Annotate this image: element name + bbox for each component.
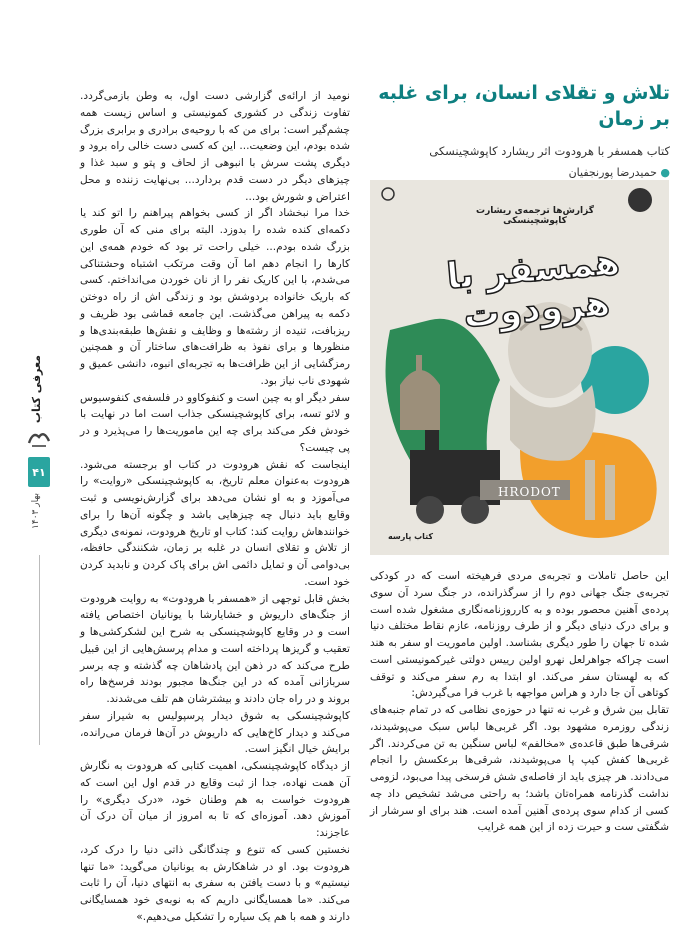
book-cover-image <box>370 180 669 555</box>
body-column-right <box>370 568 669 836</box>
cover-publisher: کتاب پارسه <box>388 532 434 541</box>
paragraph: نخستین کسی که تنوع و چندگانگی ذاتی دنیا را درک کرد، هرودوت بود. او در شاهکارش به یونانیان می‌گوید: «ما تنها نیستیم» و با دست یافتن به سفری به انتهای دنیا، آن را ثابت می‌کند. «ما همسایگانی داریم که به نوبه‌ی خود همسایگانی دارند و همه با هم یک سیاره را تشکیل می‌دهیم.» <box>80 843 350 923</box>
paragraph: کاپوشچینسکی به شوق دیدار پرسپولیس به شیراز سفر می‌کند و دیدار کاخ‌هایی که داریوش در آن‌ها فرمان می‌رانده، برایش خیال انگیز است. <box>80 709 350 756</box>
margin-divider <box>39 555 40 745</box>
paragraph: این حاصل تاملات و تجربه‌ی مردی فرهیخته است که در کودکی تجربه‌ی جنگ جهانی دوم را از سرگذرانده، در جنگ سرد آن سوی پرده‌ی آهنین محصور بوده و به کارروزنامه‌نگاری مشغول شده است و برای درک دنیای دیگر و از طرف روزنامه، عازم نقاط مختلف دنیا شده تا جهان را طور دیگری بشناسد. اولین ماموریت او سفر به هند است چراکه جواهرلعل نهرو اولین رییس دولتی غیرکمونیستی است که به لهستان سفر می‌کند. او ابتدا به رم سفر می‌کند و توقف کوتاهی آن جا دارد و هراس مواجهه با غرب فرا می‌گیردش: <box>370 570 669 700</box>
paragraph: تقابل بین شرق و غرب نه تنها در حوزه‌ی نظامی که در تمام جنبه‌های زندگی روزمره مشهود بود. اگر غربی‌ها لباس سبک می‌پوشیدند، شرقی‌ها طبق قاعده‌ی «مخالفم» لباس سنگین به تن می‌کردند. اگر غربی‌ها کفش کیپ پا می‌پوشیدند، شرقی‌ها برعکسش را انجام می‌دادند. هر چیزی باید از فاصله‌ی شش فرسخی پیدا می‌بود، لزومی نداشت گذرنامه همراه‌تان باشد؛ به راحتی می‌شد تشخیص داد چه کسی از کدام سوی پرده‌ی آهنین آمده است. هند برای او سرشار از شگفتی ست و حیرت زده از این همه غرایب <box>370 704 669 834</box>
cover-title: همسفر با هرودوت <box>444 241 622 337</box>
paragraph: سفر دیگر او به چین است و کنفوکاوو در فلسفه‌ی کنفوسیوس و لائو تسه، برای کاپوشچینسکی جذاب است اما در نهایت با خودش فکر می‌کند برای چه این ماموریت‌ها را می‌پذیرد و در پی چیست؟ <box>80 391 350 454</box>
paragraph: بخش قابل توجهی از «همسفر با هرودوت» به روایت هرودوت از جنگ‌های داریوش و خشایارشا با یونانیان اختصاص یافته است و در وقایع کاپوشچینسکی به شرح این لشکرکشی‌ها و تعقیب و گریزها پرداخته است و مدام پرسش‌هایی از این قبیل طرح می‌کند که در ذهن این پادشاهان چه گذشته و چه برسر سربازانی آمده که در این جنگ‌ها مجبور بودند فرسخ‌ها راه بروند و در راه جان دادند و بیشترشان هم تلف می‌شدند. <box>80 592 350 705</box>
magazine-logo <box>26 427 52 449</box>
article-author <box>365 166 670 179</box>
bullet-icon: ● <box>660 166 670 179</box>
article-subtitle: کتاب همسفر با هرودوت اثر ریشارد کاپوشچینسکی <box>429 144 670 158</box>
issue-date: بهار ۱۴۰۳ <box>31 493 41 529</box>
body-column-left <box>80 88 350 926</box>
article-header <box>365 80 670 179</box>
author-name: حمیدرضا پورنجفیان <box>568 166 657 179</box>
page-number: ۴۱ <box>28 457 50 487</box>
section-label: معرفی کتاب <box>30 355 43 424</box>
article-title: تلاش و تقلای انسان، برای غلبه بر زمان <box>378 82 670 130</box>
cover-hrodot-inscription: HRODOT <box>498 485 561 499</box>
paragraph: نومید از ارائه‌ی گزارشی دست اول، به وطن بازمی‌گردد. تفاوت زندگی در کشوری کمونیستی و اساس زیست همه چشم‌گیر است: برای من که با روحیه‌ی برادری و برابری بزرگ شده بودم، این وضعیت... این که کسی دست خالی راه برود و دیگری پشت سرش با انبوهی از لحاف و پتو و سبد غذا و چیزهای دیگر در دست قدم بردارد... بی‌نهایت زننده و محل اعتراض و شورش بود... <box>80 90 350 203</box>
paragraph: از دیدگاه کاپوشچینسکی، اهمیت کتابی که هرودوت به نگارش آن همت نهاده، جدا از ثبت وقایع در قدم اول این است که هرودوت خواست به هم وطنان خود، «درک دیگری» را آموزش دهد. آموزه‌ای که تا به امروز از میان آن درک آن عاجزند: <box>80 760 350 839</box>
page-margin-strip <box>22 355 58 745</box>
paragraph: اینجاست که نقش هرودوت در کتاب او برجسته می‌شود. هرودوت به‌عنوان معلم تاریخ، به کاپوشچینسکی «روایت» را می‌آموزد و به او نشان می‌دهد برای گزارش‌نویسی و ثبت وقایع باید دنبال چه چیزهایی باشد و چگونه آن‌ها را برای خوانندهاش روایت کند: کتاب او تاریخ هرودوت، نمونه‌ی دیگری از تلاش و تقلای انسان در غلبه بر زمان، شکنندگی حافظه، بی‌دوامی آن و تمایل دائمی اش برای پاک کردن و نابدید کردن خود است. <box>80 458 350 588</box>
paragraph: خدا مرا نبخشاد اگر از کسی بخواهم پیراهنم را اتو کند یا دکمه‌ای کنده شده را بدوزد. البته برای منی که آن طوری بزرگ شده بودم... خیلی راحت تر بود که خودم همه‌ی این کارها را انجام دهم اما آن وقت مرتکب اشتباه وحشتناکی می‌شدم، با این کاریک نفر را از نان خوردن می‌انداختم. کسی که باریک خانواده بردوشش بود و زندگی اش از راه دوختن دکمه به پیراهن می‌گذشت. این جامعه قماشی بود ظریف و ریزبافت، تنیده از رشته‌ها و وظایف و نقش‌ها طبقه‌بندی‌ها و منظورها و برای نفوذ به ظرافت‌های ساختار آن و همچنین رمزگشایی از این ظرافت‌ها به تجربه‌ای انبوه، دانشی عمیق و شهودی ناب نیاز بود. <box>80 207 350 387</box>
cover-subtitle: گزارش‌ها ترجمه‌ی ریشارت کاپوشچینسکی <box>476 206 594 226</box>
